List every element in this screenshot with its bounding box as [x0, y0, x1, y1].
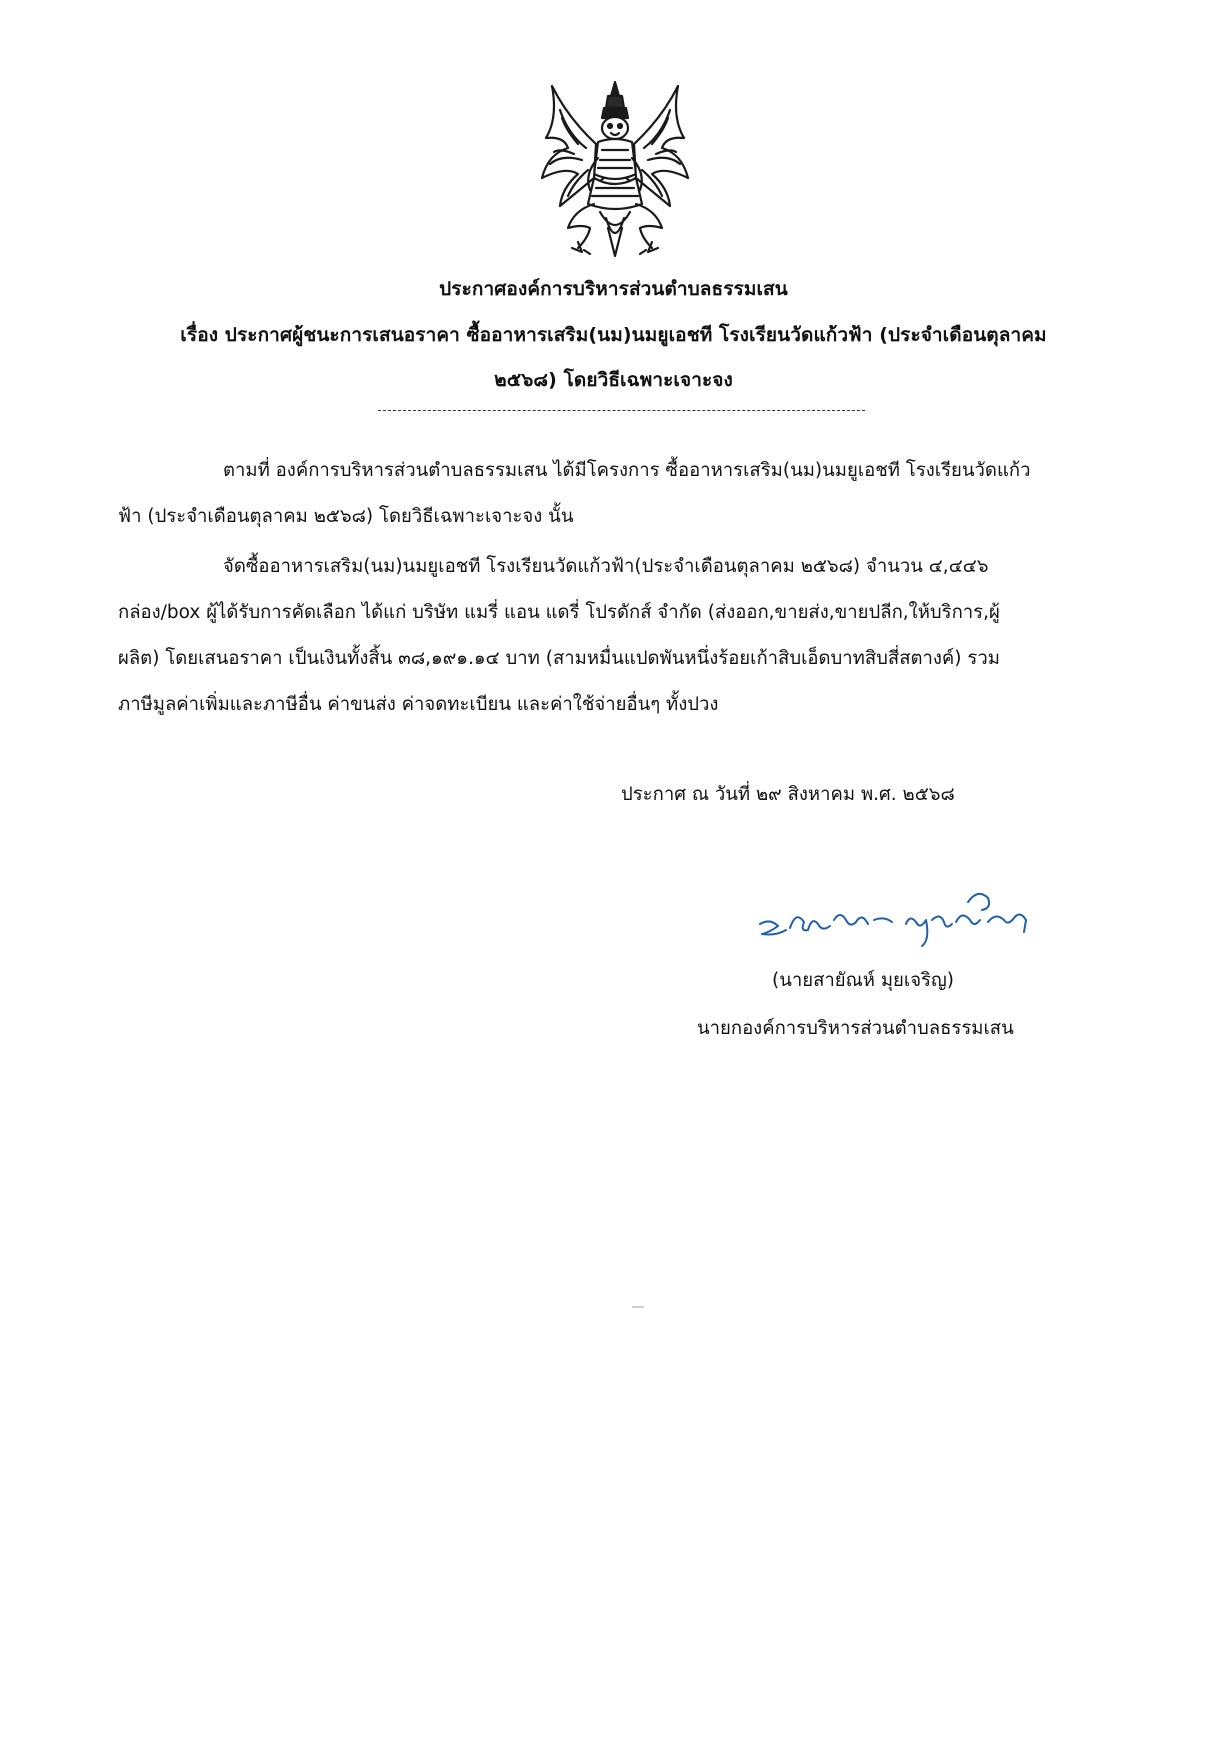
signer-title: นายกองค์การบริหารส่วนตำบลธรรมเสน	[697, 1018, 1014, 1039]
paragraph2-line2: กล่อง/box ผู้ได้รับการคัดเลือก ได้แก่ บริษัท แมรี่ แอน แดรี่ โปรดักส์ จำกัด (ส่งออก,ขายส่ง,ขายปลีก,ให้บริการ,ผู้	[118, 602, 1000, 623]
announcement-subject-line1: เรื่อง ประกาศผู้ชนะการเสนอราคา ซื้ออาหารเสริม(นม)นมยูเอชที โรงเรียนวัดแก้วฟ้า (ประจำเดือนตุลาคม	[180, 324, 1047, 346]
paragraph1-line2: ฟ้า (ประจำเดือนตุลาคม ๒๕๖๘) โดยวิธีเฉพาะเจาะจง นั้น	[118, 506, 574, 527]
announcement-subject-line2: ๒๕๖๘) โดยวิธีเฉพาะเจาะจง	[494, 369, 733, 391]
paragraph1-line1: ตามที่ องค์การบริหารส่วนตำบลธรรมเสน ได้มีโครงการ ซื้ออาหารเสริม(นม)นมยูเอชที โรงเรียนวัดแก้ว	[223, 460, 1031, 481]
announce-date: ประกาศ ณ วันที่ ๒๙ สิงหาคม พ.ศ. ๒๕๖๘	[621, 784, 955, 805]
paragraph2-line1: จัดซื้ออาหารเสริม(นม)นมยูเอชที โรงเรียนวัดแก้วฟ้า(ประจำเดือนตุลาคม ๒๕๖๘) จำนวน ๔,๔๔๖	[223, 556, 989, 577]
garuda-emblem-icon	[538, 78, 693, 260]
paragraph2-line3: ผลิต) โดยเสนอราคา เป็นเงินทั้งสิ้น ๓๘,๑๙๑.๑๔ บาท (สามหมื่นแปดพันหนึ่งร้อยเก้าสิบเอ็ดบาทสิบสี่สตางค์) รวม	[118, 648, 1000, 669]
announcement-org-heading: ประกาศองค์การบริหารส่วนตำบลธรรมเสน	[439, 278, 788, 300]
signer-name: (นายสายัณห์ มุยเจริญ)	[772, 970, 954, 991]
handwritten-signature	[756, 880, 1046, 950]
section-divider	[378, 410, 865, 411]
paragraph2-line4: ภาษีมูลค่าเพิ่มและภาษีอื่น ค่าขนส่ง ค่าจดทะเบียน และค่าใช้จ่ายอื่นๆ ทั้งปวง	[118, 694, 719, 715]
scan-mark	[632, 1306, 644, 1308]
